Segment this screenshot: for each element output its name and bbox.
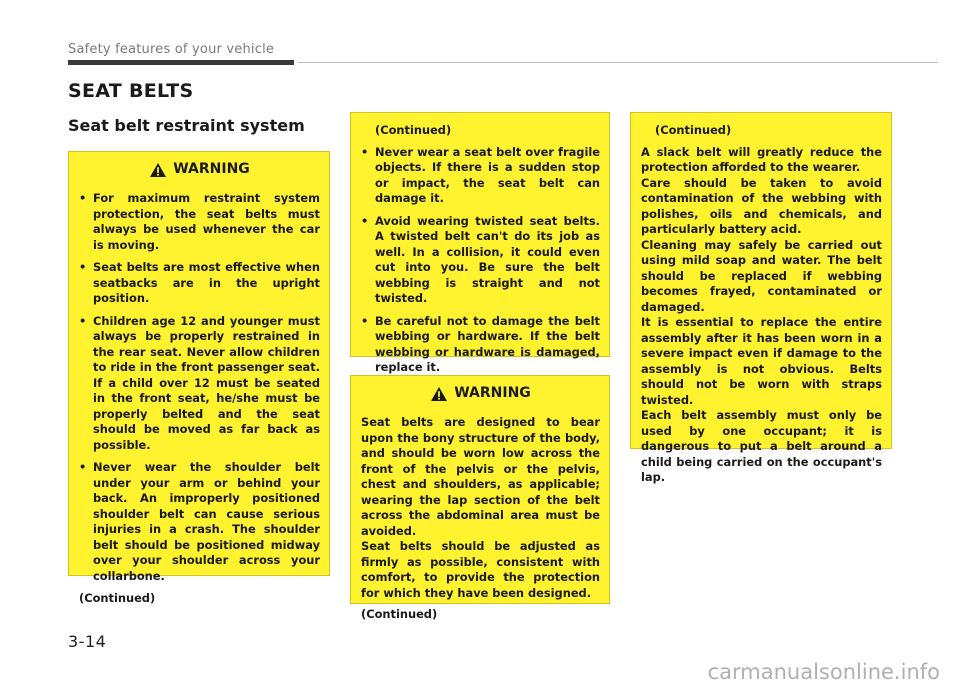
list-item: • Seat belts are most effective when seatbacks are in the upright position. [79, 260, 320, 307]
warning-heading [361, 386, 600, 402]
list-item: • Be careful not to damage the belt webbing or hardware. If the belt webbing or hardware is damaged, replace it. [361, 314, 600, 376]
warning-box-4 [630, 112, 892, 484]
warning-paragraph: Cleaning may safely be carried out using mild soap and water. The belt should be replaced if webbing becomes frayed, contaminated or damaged. [641, 237, 882, 314]
list-item: • Never wear a seat belt over fragile objects. If there is a sudden stop or impact, the seat belt can damage it. [361, 145, 600, 207]
warning-heading [79, 162, 320, 178]
header-rule [298, 62, 938, 63]
warning-list [361, 145, 600, 376]
warning-box-2 [350, 112, 610, 374]
section-label: Safety features of your vehicle [68, 42, 275, 57]
warning-paragraph: It is essential to replace the entire assembly after it has been worn in a severe impact even if damage to the assembly is not obvious. Belts should not be worn with straps twisted. [641, 315, 882, 407]
list-item: • Children age 12 and younger must always be properly restrained in the rear seat. Never allow children to ride in the front passenger seat. If a child over 12 must be seated in the front seat, he/she must be properly belted and the seat should be moved as far back as possible. [79, 314, 320, 454]
warning-box-3 [350, 375, 610, 621]
warning-paragraph: Seat belts should be adjusted as firmly as possible, consistent with comfort, to provide the protection for which they have been designed. [361, 539, 600, 600]
warning-triangle-icon [430, 386, 448, 402]
warning-paragraph: A slack belt will greatly reduce the protection afforded to the wearer. [641, 144, 882, 174]
continued-label: (Continued) [361, 607, 438, 621]
warning-paragraph: Seat belts are designed to bear upon the bony structure of the body, and should be worn low across the front of the pelvis or the pelvis, chest and shoulders, as applicable; wearing the lap section of the belt across the abdominal area must be avoided. [361, 415, 600, 538]
warning-list [79, 191, 320, 584]
list-item: • Avoid wearing twisted seat belts. A twisted belt can't do its job as well. In a collision, it could even cut into you. Be sure the belt webbing is straight and not twisted. [361, 214, 600, 307]
watermark: carmanualsonline.info [707, 660, 940, 684]
warning-label: WARNING [454, 385, 531, 402]
warning-label: WARNING [173, 161, 250, 178]
continued-label: (Continued) [655, 123, 732, 137]
page-title: SEAT BELTS [68, 80, 194, 102]
continued-label: (Continued) [79, 591, 156, 605]
continued-label: (Continued) [375, 123, 452, 137]
warning-triangle-icon [149, 162, 167, 178]
list-item: • For maximum restraint system protection, the seat belts must always be used whenever the car is moving. [79, 191, 320, 253]
section-subtitle: Seat belt restraint system [68, 116, 305, 135]
warning-paragraph: Care should be taken to avoid contamination of the webbing with polishes, oils and chemicals, and particularly battery acid. [641, 175, 882, 236]
warning-paragraph: Each belt assembly must only be used by one occupant; it is dangerous to put a belt around a child being carried on the occupant's lap. [641, 408, 882, 484]
list-item: • Never wear the shoulder belt under your arm or behind your back. An improperly positioned shoulder belt can cause serious injuries in a crash. The shoulder belt should be positioned midway over your shoulder across your collarbone. [79, 460, 320, 584]
page-number: 3-14 [68, 632, 107, 651]
warning-box-1 [68, 151, 330, 605]
header-bar [68, 60, 294, 65]
